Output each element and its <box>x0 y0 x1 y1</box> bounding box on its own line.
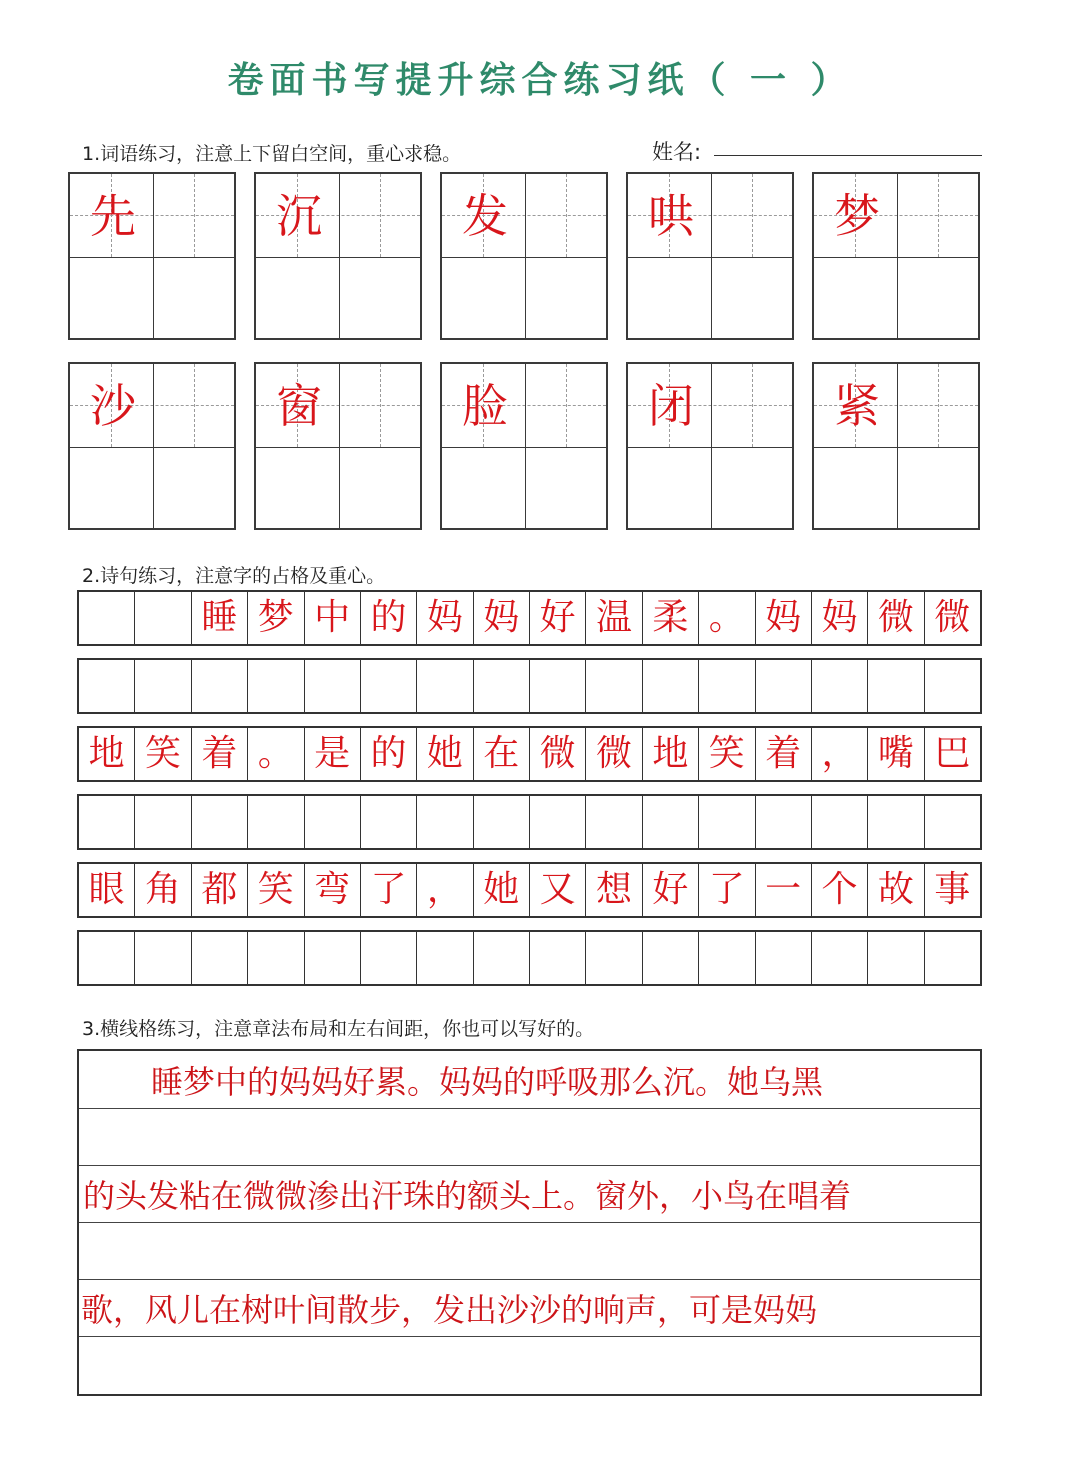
name-label: 姓名: <box>652 140 702 164</box>
section2-label: 2.诗句练习，注意字的占格及重心。 <box>82 565 386 587</box>
poem-cell[interactable] <box>643 932 699 984</box>
poem-cell[interactable]: 好 <box>643 864 699 916</box>
poem-cell[interactable]: 地 <box>79 728 135 780</box>
poem-cell[interactable] <box>925 932 980 984</box>
section3-label: 3.横线格练习，注意章法布局和左右间距，你也可以写好的。 <box>82 1018 595 1040</box>
name-field[interactable] <box>652 138 987 168</box>
poem-cell[interactable]: 故 <box>868 864 924 916</box>
poem-cell[interactable]: 角 <box>135 864 191 916</box>
lined-practice-area[interactable] <box>77 1049 982 1396</box>
poem-row <box>77 862 982 918</box>
poem-cell[interactable] <box>361 796 417 848</box>
section1-label: 1.词语练习，注意上下留白空间，重心求稳。 <box>82 143 462 165</box>
word-grid[interactable] <box>440 172 608 340</box>
lined-text-line: 的头发粘在微微渗出汗珠的额头上。窗外，小鸟在唱着 <box>83 1177 852 1215</box>
poem-cell[interactable] <box>248 932 304 984</box>
poem-cell[interactable] <box>192 932 248 984</box>
poem-cell[interactable]: 好 <box>530 592 586 644</box>
poem-cell[interactable]: 眼 <box>79 864 135 916</box>
model-character: 窗 <box>276 379 322 433</box>
poem-cell[interactable] <box>699 932 755 984</box>
poem-cell[interactable] <box>812 796 868 848</box>
poem-cell[interactable] <box>135 660 191 712</box>
page-title: 卷面书写提升综合练习纸（ 一 ） <box>227 59 853 101</box>
poem-cell[interactable] <box>248 796 304 848</box>
name-underline <box>714 155 982 156</box>
word-grid[interactable] <box>812 172 980 340</box>
poem-cell[interactable]: 微 <box>530 728 586 780</box>
poem-cell[interactable]: 睡 <box>192 592 248 644</box>
poem-row <box>77 590 982 646</box>
poem-cell[interactable]: 嘴 <box>868 728 924 780</box>
poem-cell[interactable] <box>530 660 586 712</box>
poem-cell[interactable] <box>305 932 361 984</box>
poem-cell[interactable] <box>79 796 135 848</box>
poem-cell[interactable] <box>530 932 586 984</box>
poem-row <box>77 726 982 782</box>
poem-cell[interactable] <box>586 796 642 848</box>
word-grid[interactable] <box>812 362 980 530</box>
poem-row <box>77 930 982 986</box>
poem-cell[interactable] <box>868 932 924 984</box>
model-character: 哄 <box>648 189 694 243</box>
poem-cell[interactable] <box>756 932 812 984</box>
model-character: 沉 <box>276 189 322 243</box>
poem-cell[interactable] <box>361 932 417 984</box>
word-grid[interactable] <box>68 172 236 340</box>
poem-cell[interactable]: 她 <box>417 728 473 780</box>
poem-cell[interactable]: 中 <box>305 592 361 644</box>
poem-cell[interactable] <box>248 660 304 712</box>
poem-cell[interactable] <box>756 796 812 848</box>
poem-cell[interactable] <box>192 796 248 848</box>
poem-cell[interactable]: ， <box>417 864 473 916</box>
word-grid[interactable] <box>68 362 236 530</box>
poem-cell[interactable] <box>868 660 924 712</box>
poem-cell[interactable] <box>135 796 191 848</box>
word-grid[interactable] <box>254 362 422 530</box>
poem-cell[interactable]: 笑 <box>135 728 191 780</box>
poem-cell[interactable] <box>925 796 980 848</box>
poem-cell[interactable] <box>192 660 248 712</box>
poem-cell[interactable] <box>812 932 868 984</box>
poem-cell[interactable] <box>135 932 191 984</box>
poem-cell[interactable] <box>699 796 755 848</box>
poem-cell[interactable]: 。 <box>699 592 755 644</box>
poem-cell[interactable] <box>474 796 530 848</box>
poem-cell[interactable] <box>868 796 924 848</box>
lined-text-line: 睡梦中的妈妈好累。妈妈的呼吸那么沉。她乌黑 <box>87 1063 824 1101</box>
word-grid[interactable] <box>626 172 794 340</box>
poem-cell[interactable]: 。 <box>248 728 304 780</box>
poem-cell[interactable]: 笑 <box>699 728 755 780</box>
poem-cell[interactable]: 妈 <box>756 592 812 644</box>
poem-cell[interactable]: 个 <box>812 864 868 916</box>
poem-cell[interactable]: 巴 <box>934 733 971 774</box>
poem-cell[interactable] <box>925 660 980 712</box>
poem-cell[interactable]: 一 <box>756 864 812 916</box>
poem-cell[interactable] <box>474 932 530 984</box>
poem-cell[interactable] <box>756 660 812 712</box>
poem-cell[interactable] <box>643 660 699 712</box>
poem-cell[interactable]: 的 <box>361 592 417 644</box>
poem-cell[interactable] <box>79 592 135 644</box>
poem-cell[interactable] <box>305 796 361 848</box>
poem-cell[interactable]: 温 <box>586 592 642 644</box>
poem-cell[interactable]: 了 <box>361 864 417 916</box>
poem-cell[interactable] <box>417 932 473 984</box>
poem-cell[interactable]: 她 <box>474 864 530 916</box>
model-character: 脸 <box>462 379 508 433</box>
model-character: 沙 <box>90 379 136 433</box>
poem-cell[interactable]: 微 <box>586 728 642 780</box>
model-character: 闭 <box>648 379 694 433</box>
poem-cell[interactable] <box>79 660 135 712</box>
poem-cell[interactable]: 地 <box>643 728 699 780</box>
poem-cell[interactable] <box>586 932 642 984</box>
poem-row <box>77 658 982 714</box>
poem-cell[interactable] <box>79 932 135 984</box>
lined-text-line: 歌，风儿在树叶间散步，发出沙沙的响声，可是妈妈 <box>81 1291 818 1329</box>
poem-cell[interactable]: 了 <box>699 864 755 916</box>
poem-cell[interactable] <box>417 660 473 712</box>
poem-cell[interactable]: 梦 <box>248 592 304 644</box>
poem-cell[interactable] <box>135 592 191 644</box>
poem-cell[interactable]: 笑 <box>248 864 304 916</box>
model-character: 先 <box>90 189 136 243</box>
poem-cell[interactable]: 微 <box>934 597 971 638</box>
poem-cell[interactable]: 是 <box>305 728 361 780</box>
poem-cell[interactable]: 又 <box>530 864 586 916</box>
poem-cell[interactable] <box>474 660 530 712</box>
poem-cell[interactable] <box>417 796 473 848</box>
poem-row <box>77 794 982 850</box>
poem-cell[interactable] <box>586 660 642 712</box>
word-grid[interactable] <box>254 172 422 340</box>
poem-cell[interactable]: ， <box>812 728 868 780</box>
model-character: 发 <box>462 189 508 243</box>
poem-cell[interactable]: 妈 <box>474 592 530 644</box>
poem-cell[interactable]: 着 <box>756 728 812 780</box>
poem-cell[interactable] <box>699 660 755 712</box>
poem-cell[interactable] <box>530 796 586 848</box>
poem-cell[interactable]: 妈 <box>417 592 473 644</box>
poem-cell[interactable]: 弯 <box>305 864 361 916</box>
poem-cell[interactable]: 妈 <box>812 592 868 644</box>
poem-cell[interactable] <box>643 796 699 848</box>
model-character: 梦 <box>834 189 880 243</box>
poem-cell[interactable]: 想 <box>586 864 642 916</box>
poem-cell[interactable] <box>361 660 417 712</box>
poem-cell[interactable]: 着 <box>192 728 248 780</box>
word-grid[interactable] <box>626 362 794 530</box>
poem-cell[interactable]: 在 <box>474 728 530 780</box>
poem-cell[interactable]: 微 <box>868 592 924 644</box>
poem-cell[interactable]: 的 <box>361 728 417 780</box>
poem-cell[interactable]: 柔 <box>643 592 699 644</box>
model-character: 紧 <box>834 379 880 433</box>
poem-cell[interactable] <box>305 660 361 712</box>
word-grid[interactable] <box>440 362 608 530</box>
poem-cell[interactable]: 都 <box>192 864 248 916</box>
poem-cell[interactable] <box>812 660 868 712</box>
poem-cell[interactable]: 事 <box>934 869 971 910</box>
